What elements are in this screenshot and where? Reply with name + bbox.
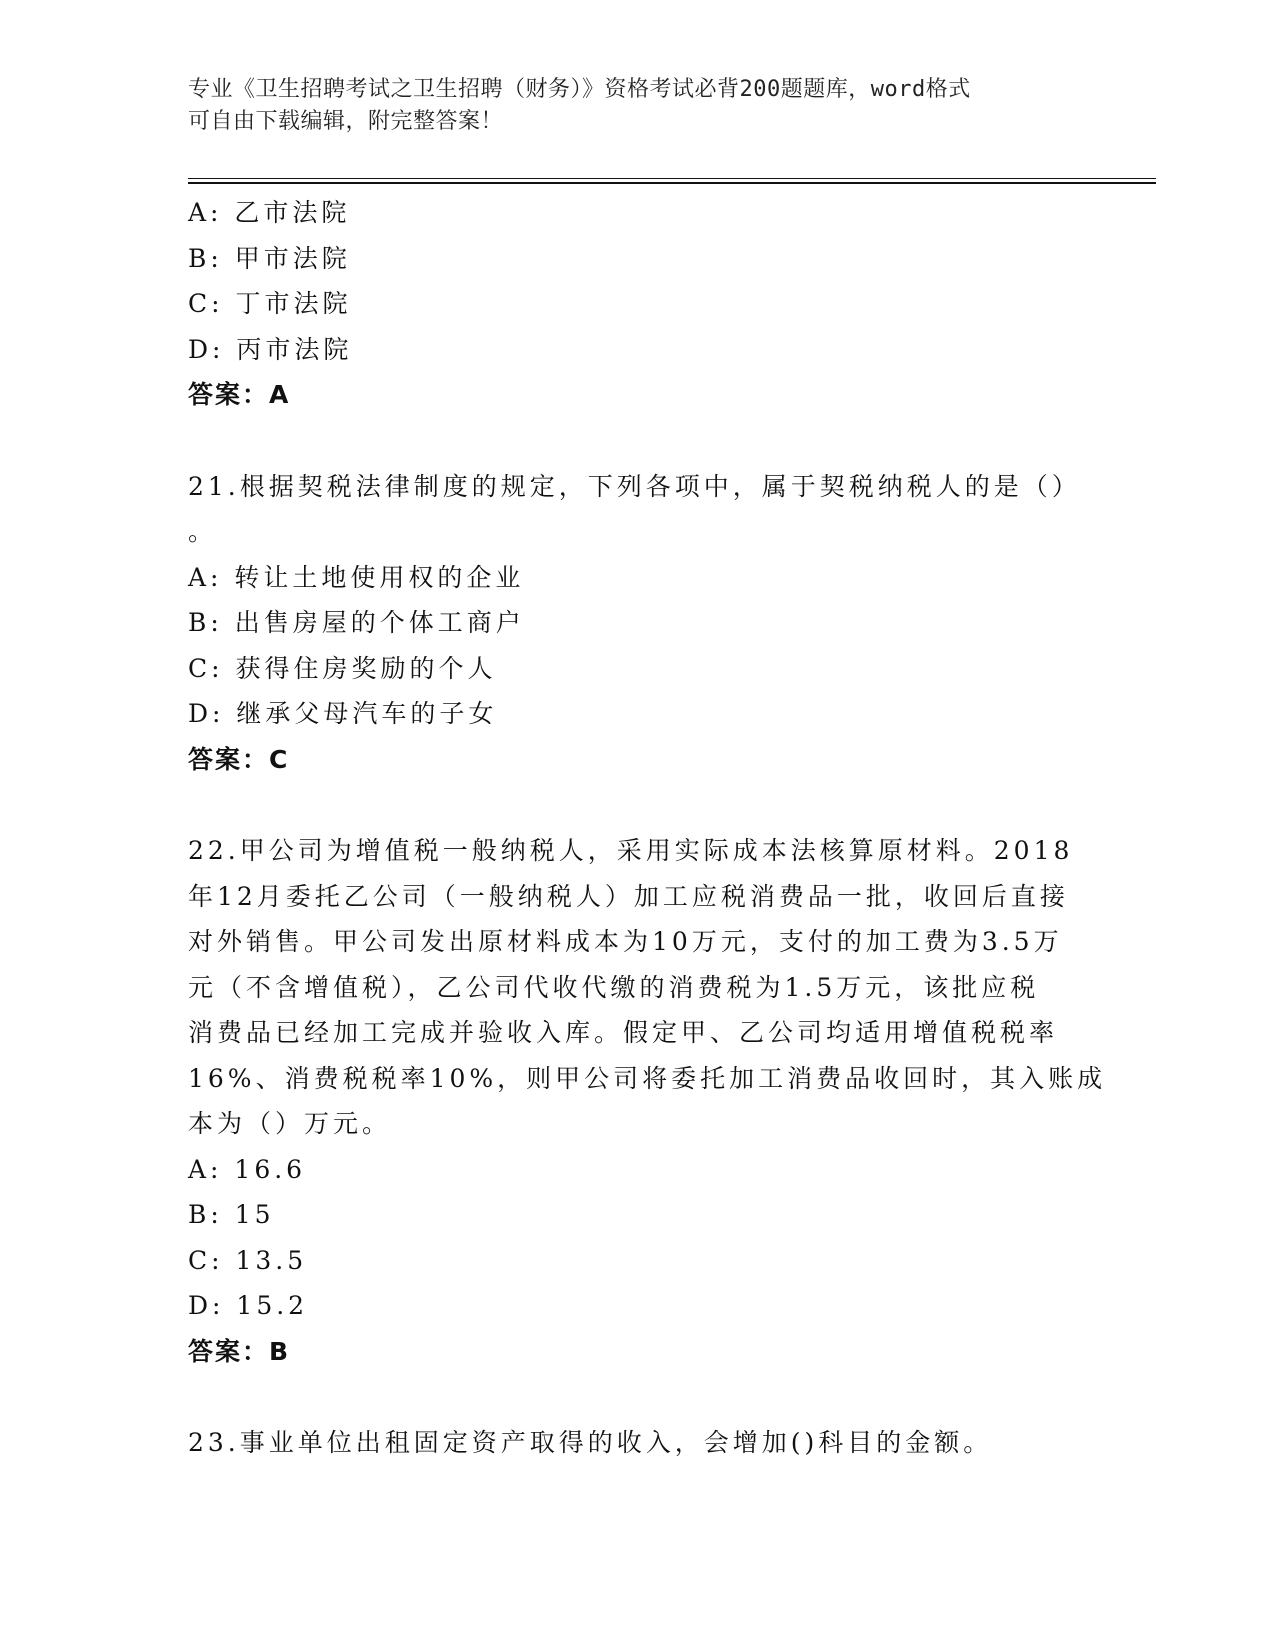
spacer (188, 418, 1088, 464)
option-b: B: 甲市法院 (188, 243, 351, 273)
question-stem-line: 22.甲公司为增值税一般纳税人，采用实际成本法核算原材料。2018 (188, 836, 1074, 865)
question-20-continued (188, 190, 1088, 418)
question-stem-line: 年12月委托乙公司（一般纳税人）加工应税消费品一批，收回后直接 (188, 881, 1069, 911)
answer: 答案：A (188, 380, 291, 409)
document-header (188, 74, 1068, 138)
spacer (188, 782, 1088, 828)
question-21 (188, 464, 1088, 783)
spacer (188, 1374, 1088, 1420)
question-stem-line: 对外销售。甲公司发出原材料成本为10万元，支付的加工费为3.5万 (188, 927, 1063, 956)
question-stem-line: 消费品已经加工完成并验收入库。假定甲、乙公司均适用增值税税率 (188, 1018, 1059, 1047)
option-d: D: 15.2 (188, 1291, 309, 1320)
question-stem-line: 元（不含增值税），乙公司代收代缴的消费税为1.5万元，该批应税 (188, 972, 1040, 1002)
question-stem-line: 本为（）万元。 (188, 1109, 392, 1138)
question-stem: 23.事业单位出租固定资产取得的收入，会增加()科目的金额。 (188, 1428, 993, 1457)
option-a: A: 16.6 (188, 1154, 307, 1184)
question-stem-line: 16%、消费税税率10%，则甲公司将委托加工消费品收回时，其入账成 (188, 1063, 1107, 1093)
option-b: B: 出售房屋的个体工商户 (188, 608, 525, 637)
option-c: C: 丁市法院 (188, 289, 352, 318)
question-stem-continued: 。 (188, 517, 218, 546)
answer: 答案：C (188, 744, 290, 774)
header-divider-thick (188, 182, 1156, 184)
option-d: D: 继承父母汽车的子女 (188, 699, 498, 728)
option-b: B: 15 (188, 1200, 275, 1229)
header-line-2: 可自由下载编辑，附完整答案！ (188, 109, 504, 134)
question-23 (188, 1420, 1088, 1466)
question-stem: 21.根据契税法律制度的规定，下列各项中，属于契税纳税人的是（） (188, 471, 1081, 501)
answer: 答案：B (188, 1336, 291, 1366)
option-a: A: 乙市法院 (188, 198, 351, 227)
header-divider-thin (188, 178, 1156, 179)
question-22 (188, 828, 1107, 1374)
header-line-1: 专业《卫生招聘考试之卫生招聘（财务）》资格考试必背200题题库，word格式 (188, 77, 971, 102)
option-a: A: 转让土地使用权的企业 (188, 562, 525, 592)
question-list (188, 190, 1107, 1466)
option-d: D: 丙市法院 (188, 334, 353, 364)
option-c: C: 13.5 (188, 1245, 308, 1275)
option-c: C: 获得住房奖励的个人 (188, 653, 497, 683)
